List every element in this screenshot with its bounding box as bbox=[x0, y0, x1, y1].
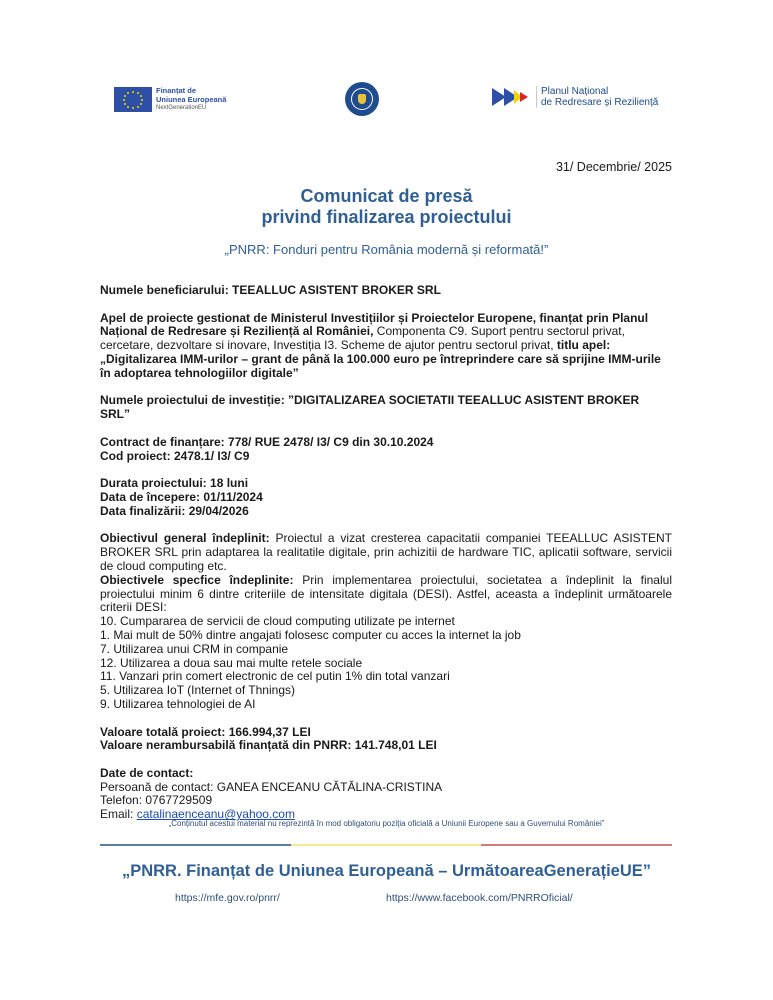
document-date: 31/ Decembrie/ 2025 bbox=[555, 160, 672, 174]
page-subtitle: „PNRR: Fonduri pentru România modernă și reformată!” bbox=[224, 242, 549, 257]
grant-value: Valoare nerambursabilă finanțată din PNRR: 141.748,01 LEI bbox=[100, 738, 437, 753]
divider-blue bbox=[100, 844, 291, 846]
beneficiary: Numele beneficiarului: TEEALLUC ASISTENT BROKER SRL bbox=[100, 283, 441, 297]
contact-person: Persoană de contact: GANEA ENCEANU CĂTĂLINA-CRISTINA bbox=[100, 779, 443, 794]
project-code: Cod proiect: 2478.1/ I3/ C9 bbox=[100, 448, 250, 463]
pnrr-logo bbox=[492, 86, 658, 108]
mfe-link[interactable]: https://mfe.gov.ro/pnrr/ bbox=[175, 892, 280, 904]
project-name: Numele proiectului de investiție: ”DIGITALIZAREA SOCIETATII TEEALLUC ASISTENT BROKER SRL” bbox=[100, 393, 640, 422]
criteria-item: 7. Utilizarea unui CRM in companie bbox=[100, 641, 289, 656]
eu-logo-line2: Uniunea Europeană bbox=[156, 95, 227, 104]
eu-logo-line1: Finanțat de bbox=[156, 86, 197, 95]
header-logos bbox=[0, 82, 773, 122]
criteria-item: 9. Utilizarea tehnologiei de AI bbox=[100, 696, 256, 711]
title-line2: privind finalizarea proiectului bbox=[261, 207, 512, 227]
criteria-item: 10. Cumpararea de servicii de cloud computing utilizate pe internet bbox=[100, 614, 455, 629]
footer-slogan: „PNRR. Finanțat de Uniunea Europeană – UrmătoareaGenerațieUE” bbox=[121, 862, 652, 880]
contact-email: Email: catalinaenceanu@yahoo.com bbox=[100, 807, 295, 822]
call-title: „Digitalizarea IMM-urilor – grant de până la 100.000 euro pe întreprindere care să sprijine IMM-urile în adoptarea tehnologiilor digitale” bbox=[100, 351, 661, 380]
document-body bbox=[100, 284, 672, 822]
tricolor-divider bbox=[100, 844, 672, 846]
divider-yellow bbox=[291, 844, 482, 846]
title-line1: Comunicat de presă bbox=[300, 186, 473, 206]
general-objective: Obiectivul general îndeplinit: Proiectul a vizat cresterea capacitatii companiei TEEALLUC ASISTENT BROKER SRL prin adaptarea la realitatile digitale, prin achizitii de hardware TIC, aplicatii software, servicii de cloud computing etc. bbox=[100, 531, 672, 573]
criteria-item: 5. Utilizarea IoT (Internet of Thnings) bbox=[100, 683, 295, 698]
eu-logo-line3: NextGenerationEU bbox=[156, 105, 207, 111]
eu-flag-icon bbox=[114, 87, 152, 112]
criteria-item: 12. Utilizarea a doua sau mai multe retele sociale bbox=[100, 655, 363, 670]
pnrr-logo-line2: de Redresare și Reziliență bbox=[541, 97, 659, 108]
contract: Contract de finanțare: 778/ RUE 2478/ I3/ C9 din 30.10.2024 bbox=[100, 434, 434, 449]
criteria-item: 11. Vanzari prin comert electronic de cel putin 1% din total vanzari bbox=[100, 669, 450, 684]
total-value: Valoare totală proiect: 166.994,37 LEI bbox=[100, 724, 311, 739]
crest-icon bbox=[358, 94, 366, 104]
romanian-government-seal-icon bbox=[345, 82, 379, 116]
contact-heading: Date de contact: bbox=[100, 765, 194, 780]
duration: Durata proiectului: 18 luni bbox=[100, 476, 249, 491]
end-date: Data finalizării: 29/04/2026 bbox=[100, 503, 249, 518]
facebook-link[interactable]: https://www.facebook.com/PNRROficial/ bbox=[386, 892, 573, 904]
pnrr-logo-line1: Planul Național bbox=[541, 86, 609, 97]
divider-red bbox=[481, 844, 672, 846]
contact-phone: Telefon: 0767729509 bbox=[100, 793, 213, 808]
call-description: Apel de proiecte gestionat de Ministerul Investițiilor și Proiectelor Europene, finanțat prin Planul Național de Redresare și Reziliență al României, Componenta C9. Suport pentru sectorul privat, cercetare, dezvoltare si inovare, Investiția I3. Scheme de ajutor pentru sectorul privat, titlu apel: „Digitalizarea IMM-urilor – grant de până la 100.000 euro pe întreprindere care să sprijine IMM-urile în adoptarea tehnologiilor digitale” bbox=[100, 310, 661, 380]
pnrr-arrows-icon bbox=[492, 86, 530, 108]
start-date: Data de începere: 01/11/2024 bbox=[100, 489, 263, 504]
eu-funding-logo bbox=[114, 86, 226, 113]
email-link[interactable]: catalinaenceanu@yahoo.com bbox=[136, 807, 295, 822]
disclaimer: „Conținutul acestui material nu reprezintă în mod obligatoriu poziția oficială a Uniunii Europene sau a Guvernului României” bbox=[168, 819, 605, 828]
page-title bbox=[0, 186, 773, 228]
criteria-item: 1. Mai mult de 50% dintre angajati folosesc computer cu acces la internet la job bbox=[100, 627, 521, 642]
specific-objectives: Obiectivele specfice îndeplinite: Prin implementarea proiectului, societatea a îndeplinit la finalul proiectului minim 6 dintre criteriile de intensitate digitala (DESI). Astfel, aceasta a îndeplinit următoarele criterii DESI: bbox=[100, 572, 672, 615]
